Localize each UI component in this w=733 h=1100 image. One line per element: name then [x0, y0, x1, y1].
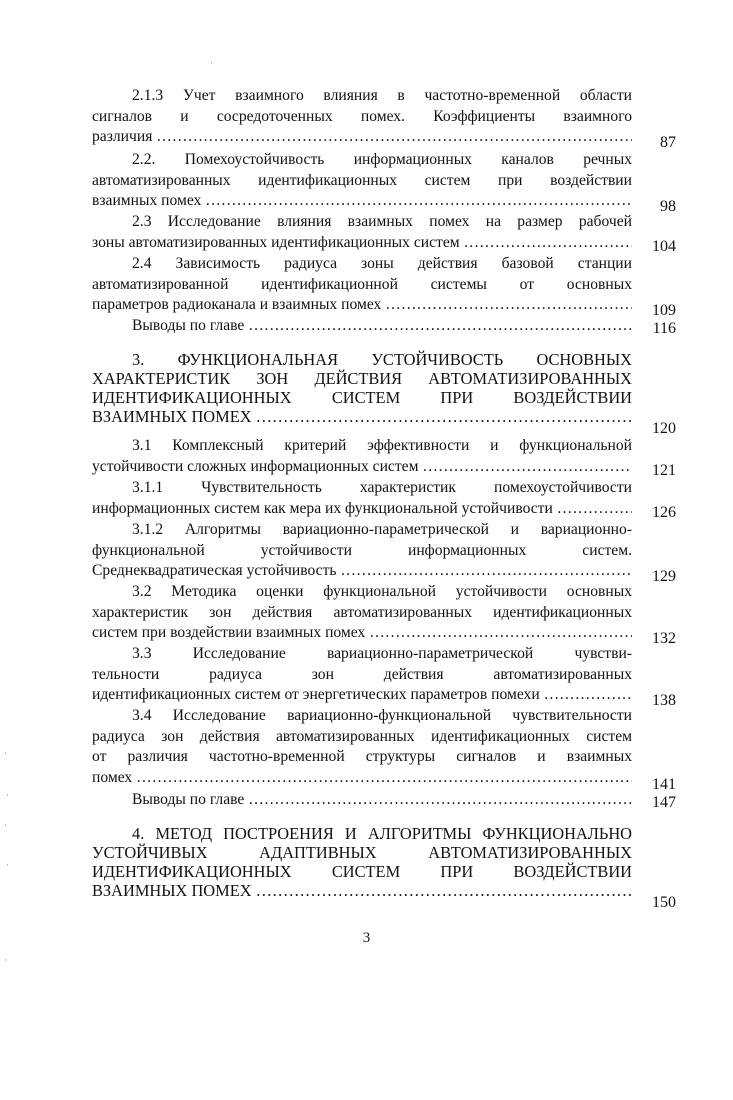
toc-line: ИДЕНТИФИКАЦИОННЫХ СИСТЕМ ПРИ ВОЗДЕЙСТВИИ	[92, 862, 632, 881]
toc-entry	[92, 86, 676, 151]
toc-line: 3.1.1 Чувствительность характеристик помехоустойчивости	[132, 479, 632, 496]
toc-page-number: 138	[652, 692, 676, 709]
toc-line: 2.1.3 Учет взаимного влияния в частотно-временной области	[132, 87, 632, 104]
toc-page-number: 126	[652, 504, 676, 521]
toc-entry	[92, 150, 676, 215]
toc-line: зоны автоматизированных идентификационных систем ……………………………………………………………………………………………………………………………………………	[92, 233, 632, 254]
toc-page-number: 109	[652, 302, 676, 319]
toc-entry	[92, 790, 676, 811]
toc-entry	[92, 582, 676, 647]
scan-mark: ·	[4, 955, 7, 965]
toc-line: автоматизированной идентификационной системы от основных	[92, 275, 632, 293]
toc-line: различия ……………………………………………………………………………………………………………………………………………	[92, 127, 632, 148]
toc-entry	[92, 478, 676, 519]
toc-entry-title	[92, 790, 632, 811]
toc-page-number: 120	[652, 420, 676, 437]
scan-mark: ·	[6, 790, 9, 800]
toc-line: автоматизированных идентификационных систем при воздействии	[92, 171, 632, 189]
toc-entry-title	[92, 582, 632, 644]
toc-line: Среднеквадратическая устойчивость ……………………………………………………………………………………………………………………………………………	[92, 561, 632, 582]
toc-line: информационных систем как мера их функциональной устойчивости ……………………………………………………………………………………………………………………………………………	[92, 499, 632, 520]
toc-line: Выводы по главе ……………………………………………………………………………………………………………………………………………	[92, 316, 632, 337]
toc-entry-title	[92, 824, 632, 900]
toc-entry	[92, 520, 676, 585]
toc-line: взаимных помех ……………………………………………………………………………………………………………………………………………	[92, 191, 632, 212]
toc-entry	[92, 254, 676, 319]
toc-entry	[92, 212, 676, 253]
toc-entry	[92, 644, 676, 709]
toc-entry-title	[92, 150, 632, 212]
toc-line: 3.1.2 Алгоритмы вариационно-параметрической и вариационно-	[132, 521, 632, 538]
toc-entry-title	[92, 254, 632, 316]
toc-line: 4. МЕТОД ПОСТРОЕНИЯ И АЛГОРИТМЫ ФУНКЦИОНАЛЬНО	[132, 824, 632, 843]
toc-entry-title	[92, 350, 632, 426]
scan-mark: ·	[6, 860, 9, 870]
page-number: 3	[362, 930, 371, 946]
toc-page-number: 129	[652, 568, 676, 585]
toc-line: ВЗАИМНЫХ ПОМЕХ ……………………………………………………………………………………………………………………………………………	[92, 881, 632, 900]
toc-entry-title	[92, 478, 632, 519]
scan-mark: ·	[210, 58, 213, 68]
toc-entry	[92, 706, 676, 793]
toc-entry	[92, 824, 676, 911]
toc-line: 2.3 Исследование влияния взаимных помех на размер рабочей	[132, 213, 632, 230]
toc-page-number: 98	[660, 198, 676, 215]
toc-line: параметров радиоканала и взаимных помех ……………………………………………………………………………………………………………………………………………	[92, 295, 632, 316]
toc-line: Выводы по главе ……………………………………………………………………………………………………………………………………………	[92, 790, 632, 811]
toc-line: систем при воздействии взаимных помех ……………………………………………………………………………………………………………………………………………	[92, 623, 632, 644]
toc-entry	[92, 350, 676, 437]
toc-page-number: 141	[652, 776, 676, 793]
toc-line: функциональной устойчивости информационных систем.	[92, 541, 632, 559]
toc-line: УСТОЙЧИВЫХ АДАПТИВНЫХ АВТОМАТИЗИРОВАННЫХ	[92, 843, 632, 862]
toc-entry	[92, 436, 676, 477]
toc-entry-title	[92, 644, 632, 706]
toc-page-number: 87	[660, 134, 676, 151]
toc-line: ХАРАКТЕРИСТИК ЗОН ДЕЙСТВИЯ АВТОМАТИЗИРОВАННЫХ	[92, 369, 632, 388]
toc-page-number: 132	[652, 630, 676, 647]
toc-page-number: 104	[652, 238, 676, 255]
toc-line: радиуса зон действия автоматизированных идентификационных систем	[92, 727, 632, 745]
toc-line: 3.1 Комплексный критерий эффективности и функциональной	[132, 437, 632, 454]
toc-line: идентификационных систем от энергетических параметров помехи ……………………………………………………………………………………………………………………………………………	[92, 685, 632, 706]
toc-line: тельности радиуса зон действия автоматизированных	[92, 665, 632, 683]
toc-page-number: 150	[652, 894, 676, 911]
toc-line: 3.3 Исследование вариационно-параметрической чувстви-	[132, 645, 632, 662]
toc-line: ВЗАИМНЫХ ПОМЕХ ……………………………………………………………………………………………………………………………………………	[92, 407, 632, 426]
toc-line: от различия частотно-временной структуры сигналов и взаимных	[92, 748, 632, 765]
scan-mark: ·	[4, 748, 7, 758]
toc-line: ИДЕНТИФИКАЦИОННЫХ СИСТЕМ ПРИ ВОЗДЕЙСТВИИ	[92, 388, 632, 407]
toc-line: сигналов и сосредоточенных помех. Коэффициенты взаимного	[92, 107, 632, 125]
toc-line: характеристик зон действия автоматизированных идентификационных	[92, 603, 632, 621]
toc-line: 3.2 Методика оценки функциональной устойчивости основных	[132, 583, 632, 600]
toc-entry-title	[92, 316, 632, 337]
toc-line: 2.2. Помехоустойчивость информационных каналов речных	[132, 151, 632, 168]
scan-mark: ·	[4, 820, 7, 830]
toc-page-number: 121	[652, 462, 676, 479]
toc-entry-title	[92, 436, 632, 477]
toc-entry-title	[92, 86, 632, 148]
toc-line: 3.4 Исследование вариационно-функциональной чувствительности	[132, 707, 632, 724]
toc-line: помех ……………………………………………………………………………………………………………………………………………	[92, 768, 632, 789]
toc-page-number: 147	[652, 794, 676, 811]
toc-page-number: 116	[652, 320, 676, 337]
toc-entry-title	[92, 520, 632, 582]
toc-line: 3. ФУНКЦИОНАЛЬНАЯ УСТОЙЧИВОСТЬ ОСНОВНЫХ	[132, 350, 632, 369]
toc-line: 2.4 Зависимость радиуса зоны действия базовой станции	[132, 255, 632, 272]
toc-entry-title	[92, 212, 632, 253]
toc-line: устойчивости сложных информационных систем ……………………………………………………………………………………………………………………………………………	[92, 457, 632, 478]
toc-entry	[92, 316, 676, 337]
toc-entry-title	[92, 706, 632, 788]
